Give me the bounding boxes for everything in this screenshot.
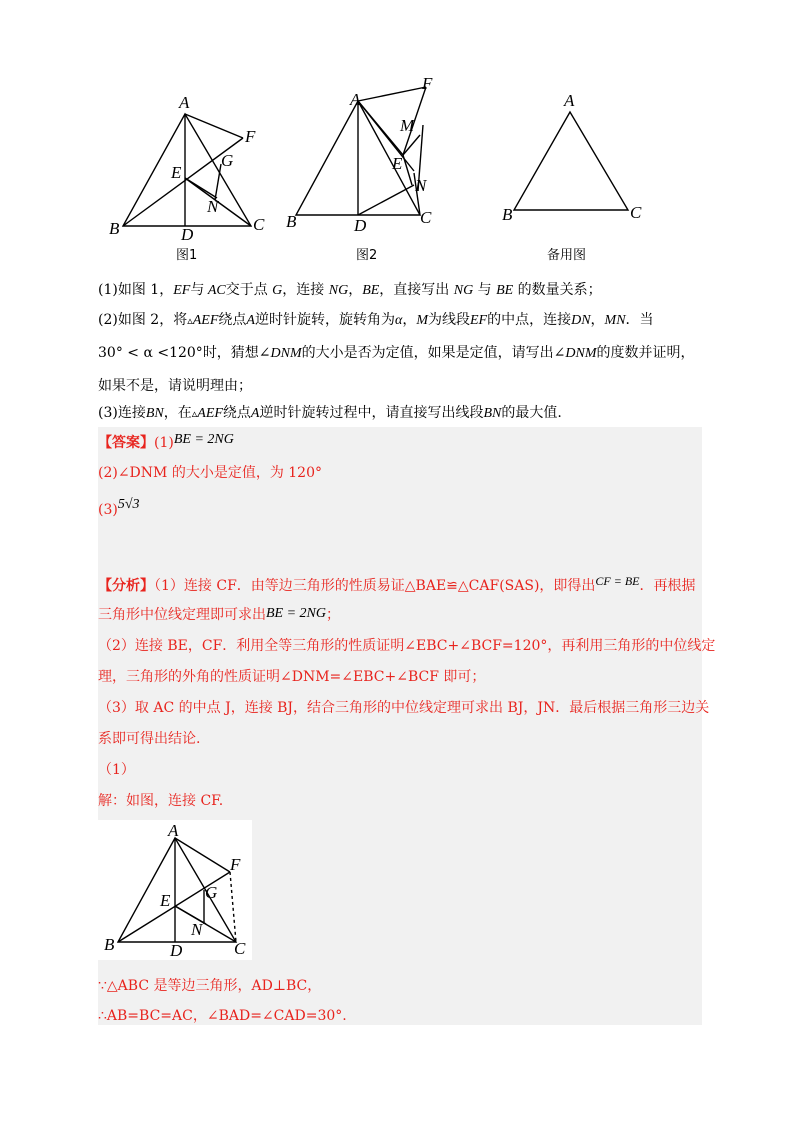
analysis-1-line-1: 【分析】（1）连接 CF．由等边三角形的性质易证△BAE≌△CAF(SAS)，即得出CF = BE．再根据 [98, 574, 696, 594]
label-b: B [109, 219, 120, 238]
triangle-abc [123, 114, 251, 226]
solution-step-1: ∵△ABC 是等边三角形，AD⊥BC， [98, 978, 322, 994]
label-c: C [253, 215, 265, 234]
label-a: A [350, 90, 361, 109]
analysis-1-line-2: 三角形中位线定理即可求出BE = 2NG； [98, 606, 340, 623]
label-c: C [420, 208, 432, 227]
solution-part-label: （1） [98, 762, 135, 778]
analysis-2-line-2: 理，三角形的外角的性质证明∠DNM=∠EBC+∠BCF 即可； [98, 669, 486, 685]
solution-step-2: ∴AB=BC=AC，∠BAD=∠CAD=30°. [98, 1008, 347, 1024]
question-2-line-2: 30° < α <120°时，猜想∠DNM的大小是否为定值，如果是定值，请写出∠DNM的度数并证明， [98, 345, 695, 361]
label-g: G [221, 151, 234, 170]
answer-3: (3)5√3 [98, 497, 140, 518]
triangle-abc [514, 112, 628, 210]
label-f: F [245, 127, 256, 146]
label-b: B [286, 212, 297, 231]
analysis-3-line-2: 系即可得出结论. [98, 731, 201, 747]
figure-2-caption: 图2 [356, 248, 378, 263]
figure-3 [490, 90, 650, 230]
label-e: E [171, 163, 182, 182]
label-a: A [168, 821, 179, 840]
label-n: N [191, 920, 203, 939]
label-d: D [170, 941, 183, 960]
label-e: E [392, 154, 403, 173]
label-f: F [422, 75, 433, 93]
question-2-line-1: (2)如图 2，将▵AEF绕点A逆时针旋转，旋转角为α，M为线段EF的中点，连接DN，MN．当 [98, 312, 654, 328]
question-3: (3)连接BN，在▵AEF绕点A逆时针旋转过程中，请直接写出线段BN的最大值. [98, 405, 562, 421]
label-n: N [415, 176, 427, 195]
label-m: M [400, 116, 415, 135]
label-f: F [230, 855, 241, 874]
solution-intro: 解：如图，连接 CF. [98, 793, 224, 809]
label-g: G [205, 883, 218, 902]
label-b: B [502, 205, 513, 224]
label-e: E [160, 891, 171, 910]
label-d: D [181, 225, 194, 240]
analysis-2-line-1: （2）连接 BE，CF．利用全等三角形的性质证明∠EBC+∠BCF=120°，再利用三角形的中位线定 [98, 638, 716, 654]
figure-1-caption: 图1 [176, 248, 198, 263]
question-2-line-3: 如果不是，请说明理由； [98, 378, 252, 394]
label-n: N [207, 197, 219, 216]
analysis-3-line-1: （3）取 AC 的中点 J，连接 BJ，结合三角形的中位线定理可求出 BJ，JN．最后根据三角形三边关 [98, 700, 710, 716]
figure-2 [280, 75, 460, 240]
label-d: D [354, 216, 367, 235]
label-c: C [234, 939, 246, 958]
figure-solution [98, 820, 252, 960]
answer-1: 【答案】(1)BE = 2NG [98, 432, 234, 451]
figure-1 [95, 90, 285, 240]
label-a: A [564, 91, 575, 110]
figure-3-caption: 备用图 [547, 248, 587, 263]
label-a: A [179, 93, 190, 112]
label-b: B [104, 935, 115, 954]
answer-2: (2)∠DNM 的大小是定值，为 120° [98, 465, 322, 481]
label-c: C [630, 203, 642, 222]
question-1: (1)如图 1，EF与 AC交于点 G，连接 NG，BE，直接写出 NG 与 BE 的数量关系； [98, 282, 602, 298]
